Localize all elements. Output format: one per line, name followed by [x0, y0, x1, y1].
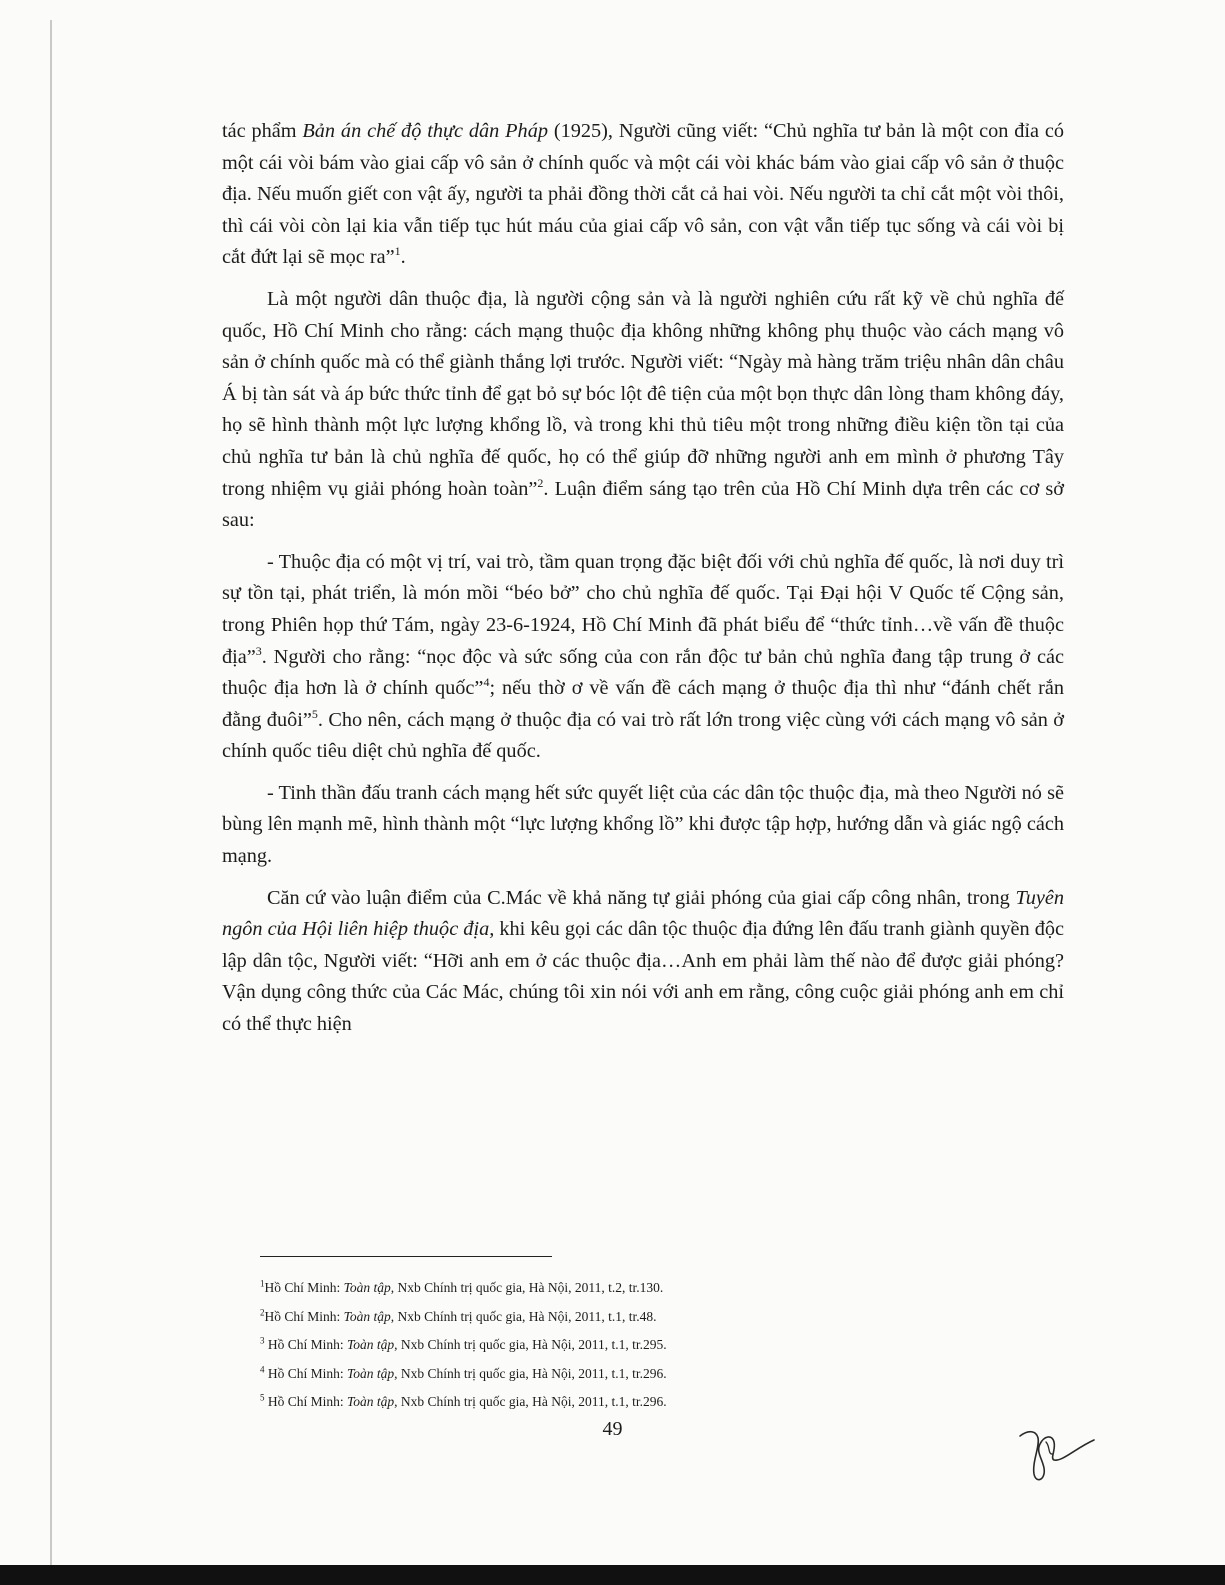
paragraph-2	[222, 284, 1064, 537]
footnote-2	[260, 1303, 960, 1332]
text: . Người cho rằng: “nọc độc và sức sống của con rắn độc tư bản chủ nghĩa đang tập trung ở các thuộc địa hơn là ở chính quốc”	[222, 645, 1064, 700]
footnote-1	[260, 1274, 960, 1303]
text: ; nếu thờ ơ về vấn đề cách mạng ở thuộc địa thì như “đánh chết rắn đằng đuôi”	[222, 677, 1065, 731]
footnote-title: Toàn tập	[343, 1308, 391, 1324]
footnote-mark: 5	[260, 1392, 265, 1403]
footnote-mark: 2	[260, 1307, 265, 1317]
footnote-author: Hồ Chí Minh:	[264, 1365, 348, 1381]
page-body	[222, 116, 1064, 1041]
footnote-mark: 1	[260, 1278, 265, 1289]
book-title: Bản án chế độ thực dân Pháp	[302, 120, 548, 142]
footnote-ref-1[interactable]: 1	[394, 244, 401, 259]
footnote-author: Hồ Chí Minh:	[264, 1280, 344, 1295]
footnote-3	[260, 1331, 960, 1360]
paragraph-5	[222, 883, 1064, 1041]
footnote-author: Hồ Chí Minh:	[264, 1394, 348, 1409]
scan-edge-bottom	[0, 1565, 1225, 1585]
text: Là một người dân thuộc địa, là người cộng sản và là người nghiên cứu rất kỹ về chủ nghĩa đế quốc, Hồ Chí Minh cho rằng: cách mạng thuộc địa không những không phụ thuộc vào cách mạng vô sản ở chính quốc mà có thể giành thắng lợi trước. Người viết: “Ngày mà hàng trăm triệu nhân dân châu Á bị tàn sát và áp bức thức tỉnh để gạt bỏ sự bóc lột đê tiện của một bọn thực dân lòng tham không đáy, họ sẽ hình thành một lực lượng khổng lồ, và trong khi thủ tiêu một trong những điều kiện tồn tại của chủ nghĩa tư bản là chủ nghĩa đế quốc, họ có thể giúp đỡ những người anh em mình ở phương Tây trong nhiệm vụ giải phóng hoàn toàn”	[222, 287, 1064, 500]
handwritten-signature-icon	[1010, 1418, 1100, 1488]
footnote-title: Toàn tập	[347, 1394, 395, 1409]
text: khi kêu gọi các dân tộc thuộc địa đứng lên đấu tranh giành quyền độc lập dân tộc, Người viết: “Hỡi anh em ở các thuộc địa…Anh em phải làm thế nào để được giải phóng? Vận dụng công thức của Các Mác, chúng tôi xin nói với anh em rằng, công cuộc giải phóng anh em chỉ có thể thực hiện	[222, 918, 1064, 1036]
footnote-source: , Nxb Chính trị quốc gia, Hà Nội, 2011, t.2, tr.130.	[390, 1280, 664, 1295]
footnote-5	[260, 1388, 960, 1417]
text: .	[400, 246, 406, 269]
paragraph-4	[222, 778, 1064, 873]
footnote-4	[260, 1360, 960, 1389]
footnote-title: Toàn tập	[347, 1337, 395, 1352]
footnote-title: Toàn tập	[343, 1280, 391, 1295]
footnote-source: , Nxb Chính trị quốc gia, Hà Nội, 2011, t.1, tr.296.	[394, 1394, 667, 1409]
footnote-ref-5[interactable]: 5	[311, 706, 318, 721]
text: tác phẩm	[222, 120, 303, 142]
footnote-source: , Nxb Chính trị quốc gia, Hà Nội, 2011, t.1, tr.48.	[390, 1308, 657, 1324]
footnote-ref-3[interactable]: 3	[255, 643, 262, 658]
text: Căn cứ vào luận điểm của C.Mác về khả năng tự giải phóng của giai cấp công nhân, trong	[267, 886, 1016, 909]
footnote-author: Hồ Chí Minh:	[264, 1337, 348, 1352]
paragraph-3	[222, 547, 1064, 768]
document-title: Tuyên ngôn của Hội liên hiệp thuộc địa,	[222, 886, 1064, 941]
scan-edge-left	[50, 20, 52, 1565]
footnotes	[260, 1274, 960, 1417]
footnote-mark: 4	[260, 1364, 265, 1374]
footnote-ref-4[interactable]: 4	[483, 675, 490, 690]
footnote-source: , Nxb Chính trị quốc gia, Hà Nội, 2011, t.1, tr.295.	[394, 1337, 667, 1352]
text: . Cho nên, cách mạng ở thuộc địa có vai trò rất lớn trong việc cùng với cách mạng vô sản ở chính quốc tiêu diệt chủ nghĩa đế quốc.	[222, 708, 1064, 763]
text: - Tinh thần đấu tranh cách mạng hết sức quyết liệt của các dân tộc thuộc địa, mà theo Người nó sẽ bùng lên mạnh mẽ, hình thành một “lực lượng khổng lồ” khi được tập hợp, hướng dẫn và giác ngộ cách mạng.	[222, 781, 1064, 868]
footnote-title: Toàn tập	[347, 1365, 395, 1381]
text: (1925), Người cũng viết: “Chủ nghĩa tư bản là một con đỉa có một cái vòi bám vào giai cấp vô sản ở chính quốc và một cái vòi khác bám vào giai cấp vô sản ở thuộc địa. Nếu muốn giết con vật ấy, người ta phải đồng thời cắt cả hai vòi. Nếu người ta chỉ cắt một vòi thôi, thì cái vòi còn lại kia vẫn tiếp tục hút máu của giai cấp vô sản, con vật vẫn tiếp tục sống và cái vòi bị cắt đứt lại sẽ mọc ra”	[222, 120, 1064, 269]
text: . Luận điểm sáng tạo trên của Hồ Chí Minh dựa trên các cơ sở sau:	[222, 477, 1064, 532]
footnote-author: Hồ Chí Minh:	[264, 1308, 344, 1324]
footnote-ref-2[interactable]: 2	[537, 475, 544, 490]
footnote-separator	[260, 1256, 552, 1257]
page-number: 49	[602, 1418, 623, 1440]
footnote-mark: 3	[260, 1335, 265, 1346]
text: - Thuộc địa có một vị trí, vai trò, tầm quan trọng đặc biệt đối với chủ nghĩa đế quốc, là nơi duy trì sự tồn tại, phát triển, là món mồi “béo bở” cho chủ nghĩa đế quốc. Tại Đại hội V Quốc tế Cộng sản, trong Phiên họp thứ Tám, ngày 23-6-1924, Hồ Chí Minh đã phát biểu để “thức tỉnh…về vấn đề thuộc địa”	[222, 550, 1064, 668]
footnote-source: , Nxb Chính trị quốc gia, Hà Nội, 2011, t.1, tr.296.	[394, 1365, 667, 1381]
paragraph-1	[222, 116, 1064, 274]
